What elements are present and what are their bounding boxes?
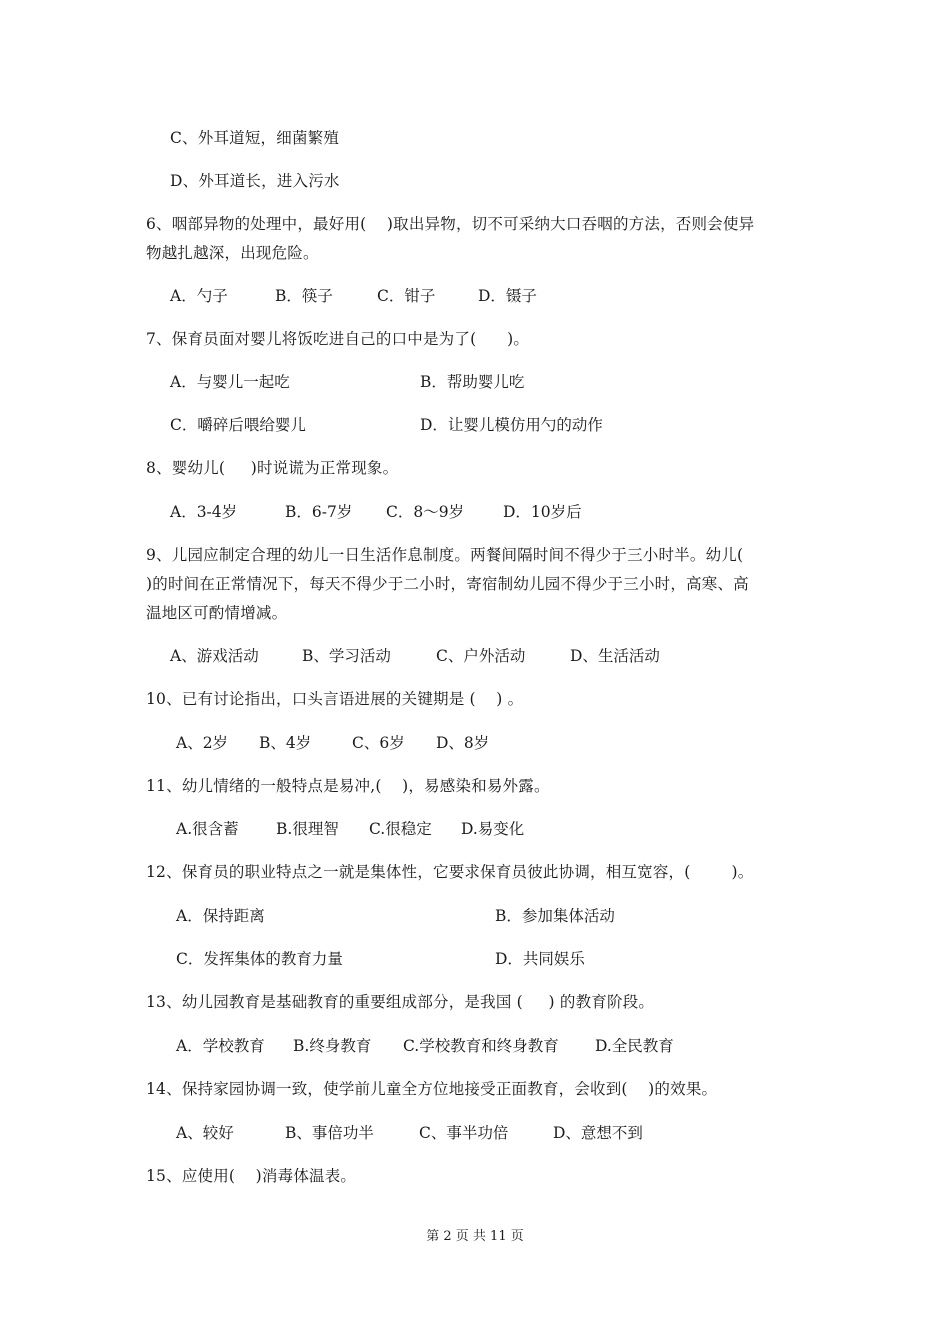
option-b: B.终身教育	[293, 1037, 372, 1055]
question-6-text-cont: 物越扎越深，出现危险。	[146, 244, 319, 262]
option-a: A．与婴儿一起吃	[170, 373, 290, 391]
option-d: D．10岁后	[503, 503, 582, 521]
option-c: C．钳子	[377, 287, 436, 305]
option-a: A、较好	[176, 1124, 234, 1142]
option-c: C.学校教育和终身教育	[403, 1037, 559, 1055]
option-d: D．让婴儿模仿用勺的动作	[420, 416, 603, 434]
option-d: D、生活活动	[570, 647, 660, 665]
option-c: C.很稳定	[369, 820, 432, 838]
option-a: A．勺子	[170, 287, 228, 305]
question-7-text: 7、保育员面对婴儿将饭吃进自己的口中是为了( )。	[146, 330, 530, 348]
question-11-text: 11、幼儿情绪的一般特点是易冲,( )，易感染和易外露。	[146, 777, 550, 795]
option-d: D.易变化	[461, 820, 525, 838]
option-a: A．3-4岁	[170, 503, 238, 521]
option-d: D、外耳道长，进入污水	[170, 172, 340, 190]
question-9-text-cont: 温地区可酌情增减。	[146, 604, 288, 622]
option-a: A.很含蓄	[176, 820, 239, 838]
option-d: D.全民教育	[595, 1037, 674, 1055]
option-b: B、事倍功半	[285, 1124, 374, 1142]
option-b: B、学习活动	[302, 647, 391, 665]
option-c: C．8～9岁	[386, 503, 465, 521]
option-d: D、意想不到	[553, 1124, 643, 1142]
option-d: D、8岁	[436, 734, 490, 752]
question-9-text-cont: )的时间在正常情况下，每天不得少于二小时，寄宿制幼儿园不得少于三小时，高寒、高	[146, 575, 749, 593]
option-b: B．帮助婴儿吃	[420, 373, 525, 391]
option-b: B．筷子	[275, 287, 333, 305]
option-d: D．共同娱乐	[495, 950, 585, 968]
option-c: C、户外活动	[436, 647, 526, 665]
question-12-text: 12、保育员的职业特点之一就是集体性，它要求保育员彼此协调，相互宽容，( )。	[146, 863, 754, 881]
question-13-text: 13、幼儿园教育是基础教育的重要组成部分，是我国 ( ) 的教育阶段。	[146, 993, 655, 1011]
option-c: C、外耳道短，细菌繁殖	[170, 129, 340, 147]
option-d: D．镊子	[478, 287, 537, 305]
question-6-text: 6、咽部异物的处理中，最好用( )取出异物，切不可采纳大口吞咽的方法，否则会使异	[146, 215, 755, 233]
question-10-text: 10、已有讨论指出，口头言语进展的关键期是 ( ) 。	[146, 690, 524, 708]
option-c: C．嚼碎后喂给婴儿	[170, 416, 306, 434]
option-c: C、事半功倍	[419, 1124, 509, 1142]
option-b: B．6-7岁	[285, 503, 353, 521]
page-number-footer: 第 2 页 共 11 页	[426, 1229, 524, 1244]
option-a: A．学校教育	[176, 1037, 265, 1055]
option-b: B．参加集体活动	[495, 907, 615, 925]
option-b: B.很理智	[276, 820, 339, 838]
option-c: C．发挥集体的教育力量	[176, 950, 343, 968]
option-a: A、游戏活动	[170, 647, 259, 665]
question-14-text: 14、保持家园协调一致，使学前儿童全方位地接受正面教育，会收到( )的效果。	[146, 1080, 718, 1098]
option-b: B、4岁	[259, 734, 312, 752]
question-9-text: 9、儿园应制定合理的幼儿一日生活作息制度。两餐间隔时间不得少于三小时半。幼儿(	[146, 546, 744, 564]
question-15-text: 15、应使用( )消毒体温表。	[146, 1167, 357, 1185]
option-c: C、6岁	[352, 734, 405, 752]
question-8-text: 8、婴幼儿( )时说谎为正常现象。	[146, 459, 399, 477]
option-a: A．保持距离	[176, 907, 265, 925]
option-a: A、2岁	[176, 734, 229, 752]
